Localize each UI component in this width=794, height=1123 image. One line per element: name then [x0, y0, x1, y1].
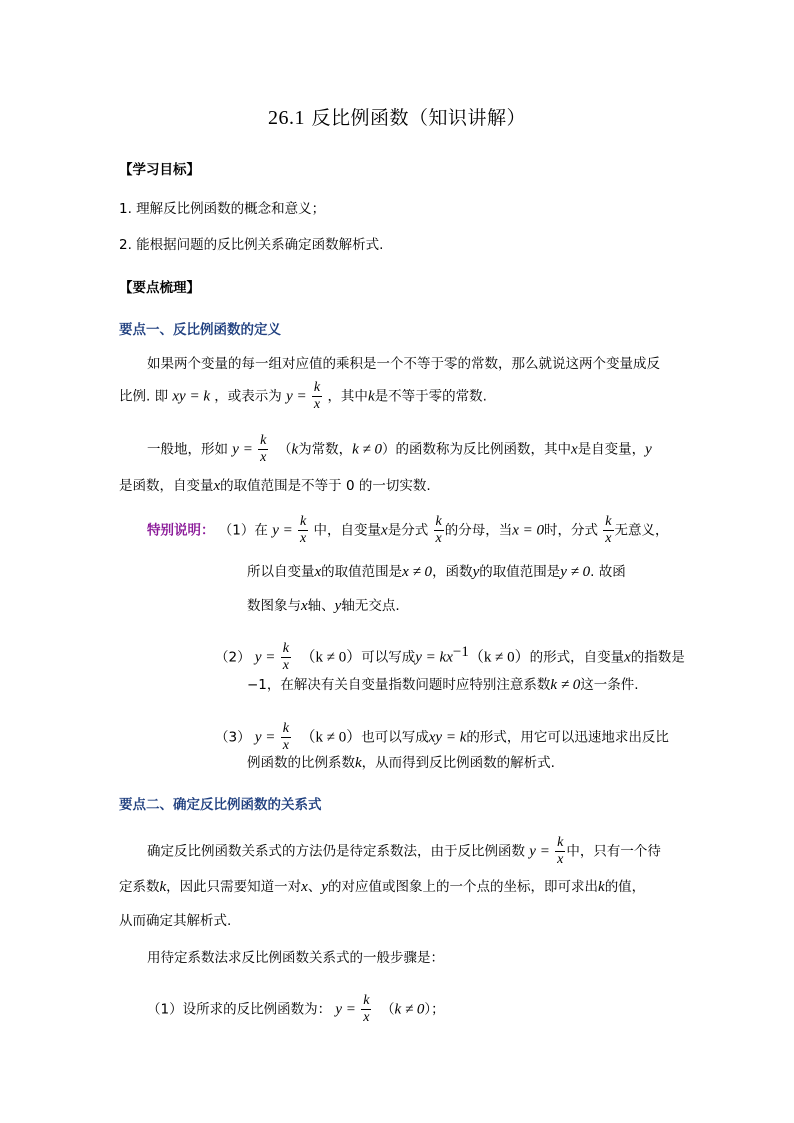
- paragraph-line: 从而确定其解析式.: [119, 913, 232, 929]
- note-line: −1，在解决有关自变量指数问题时应特别注意系数k ≠ 0这一条件.: [247, 677, 639, 693]
- note-line: （2） y = $\frac{k}{x}$ （k ≠ 0）可以写成$y = kx^{-1}(k \ne 0)$的形式，自变量x的指数是: [215, 641, 685, 673]
- paragraph-line: 如果两个变量的每一组对应值的乘积是一个不等于零的常数，那么就说这两个变量成反: [147, 356, 660, 372]
- note-line: 数图象与x轴、y轴无交点.: [247, 598, 400, 614]
- fraction-k-over-x: $\frac{k}{x}$: [282, 721, 289, 753]
- goal-item: 1. 理解反比例函数的概念和意义；: [119, 201, 326, 217]
- paragraph-line: 用待定系数法求反比例函数关系式的一般步骤是：: [147, 950, 444, 966]
- fraction-k-over-x: $\frac{k}{x}$: [260, 433, 267, 465]
- note-label: 特别说明：: [147, 522, 215, 539]
- paragraph-line: 一般地，形如 y = $\frac{k}{x}$ （k为常数，k ≠ 0）的函数称为反比例函数，其中x是自变量，y: [147, 433, 652, 465]
- fraction-k-over-x: $\frac{k}{x}$: [313, 380, 321, 412]
- section-heading-1: 要点一、反比例函数的定义: [119, 322, 281, 338]
- paragraph-line: 定系数k，因此只需要知道一对x、y的对应值或图象上的一个点的坐标，即可求出k的值，: [119, 879, 646, 895]
- fraction-k-over-x: $\frac{k}{x}$: [557, 835, 564, 867]
- section-heading-2: 要点二、确定反比例函数的关系式: [119, 797, 322, 813]
- paragraph-line: 比例. 即 xy = k ，或表示为 y = $\frac{k}{x}$ ，其中k是不等于零的常数.: [119, 380, 487, 412]
- step-line: （1）设所求的反比例函数为： y = $\frac{k}{x}$ （k ≠ 0）；: [147, 993, 445, 1025]
- paragraph-line: 是函数，自变量x的取值范围是不等于 0 的一切实数.: [119, 478, 431, 494]
- fraction-k-over-x: $\frac{k}{x}$: [300, 514, 307, 546]
- note-line: （3） y = $\frac{k}{x}$ （k ≠ 0）也可以写成xy = k的形式，用它可以迅速地求出反比: [215, 721, 669, 753]
- note-line: 所以自变量x的取值范围是x ≠ 0，函数y的取值范围是y ≠ 0. 故函: [247, 564, 626, 580]
- fraction-k-over-x: $\frac{k}{x}$: [363, 993, 370, 1025]
- goals-heading: 【学习目标】: [119, 162, 200, 178]
- note-line: 例函数的比例系数k，从而得到反比例函数的解析式.: [247, 755, 555, 771]
- page-title: 26.1 反比例函数（知识讲解）: [267, 107, 527, 129]
- fraction-k-over-x: $\frac{k}{x}$: [435, 514, 442, 546]
- fraction-k-over-x: $\frac{k}{x}$: [282, 641, 289, 673]
- fraction-k-over-x: $\frac{k}{x}$: [605, 514, 612, 546]
- paragraph-line: 确定反比例函数关系式的方法仍是待定系数法，由于反比例函数 y = $\frac{k}{x}$ 中，只有一个待: [147, 835, 661, 867]
- keypoints-heading: 【要点梳理】: [119, 280, 200, 296]
- note-line: 特别说明： （1）在 y = $\frac{k}{x}$ 中，自变量x是分式 $\frac{k}{x}$ 的分母，当x = 0时，分式 $\frac{k}{x}$ 无意义，: [147, 514, 669, 546]
- goal-item: 2. 能根据问题的反比例关系确定函数解析式.: [119, 237, 384, 253]
